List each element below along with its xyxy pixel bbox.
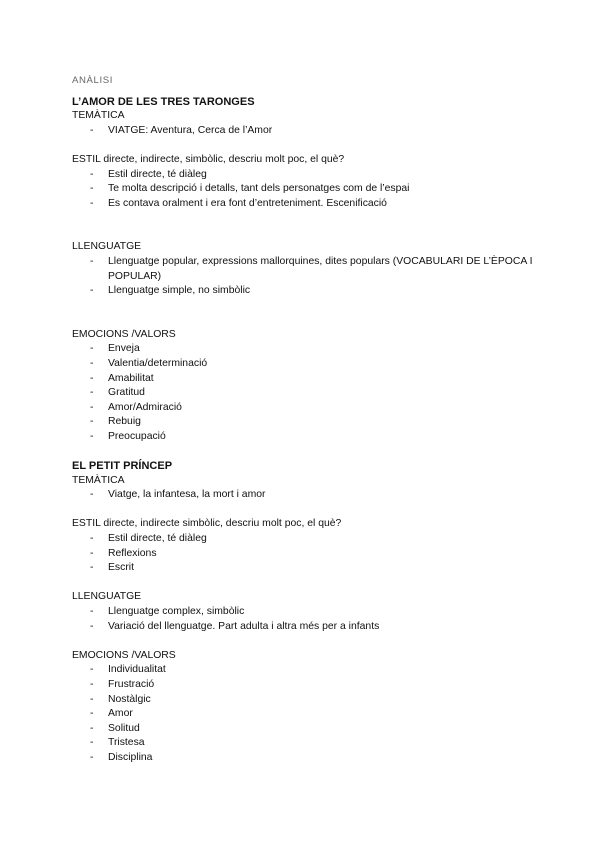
- emocions-heading: EMOCIONS /VALORS: [72, 328, 176, 340]
- list-item: - Variació del llenguatge. Part adulta i altra més per a infants: [72, 620, 542, 635]
- list-item: - Individualitat: [72, 663, 542, 678]
- book-section: [72, 459, 542, 765]
- emocions-list: [72, 342, 542, 444]
- estil-heading: ESTIL directe, indirecte simbòlic, descriu molt poc, el què?: [72, 518, 342, 530]
- llenguatge-list: [72, 255, 542, 299]
- llenguatge-list: [72, 605, 542, 634]
- dash-bullet: -: [90, 168, 94, 180]
- book-title: L’AMOR DE LES TRES TARONGES: [72, 95, 255, 108]
- section-kicker: ANÀLISI: [72, 75, 113, 86]
- dash-bullet: -: [90, 183, 94, 195]
- list-item: - Llenguatge popular, expressions mallorquines, dites populars (VOCABULARI DE L’ÈPOCA I POPULAR): [90, 255, 533, 282]
- list-item: - Amabilitat: [72, 372, 542, 387]
- dash-bullet: -: [90, 401, 94, 413]
- dash-bullet: -: [90, 664, 94, 676]
- list-item: - Estil directe, té diàleg: [72, 532, 542, 547]
- dash-bullet: -: [90, 343, 94, 355]
- list-item: - Solitud: [72, 722, 542, 737]
- list-item: - Preocupació: [72, 430, 542, 445]
- book-section: [72, 95, 542, 445]
- dash-bullet: -: [90, 620, 94, 632]
- dash-bullet: -: [90, 416, 94, 428]
- llenguatge-heading: LLENGUATGE: [72, 241, 142, 253]
- dash-bullet: -: [90, 387, 94, 399]
- dash-bullet: -: [90, 357, 94, 369]
- list-item: - Gratitud: [72, 386, 542, 401]
- dash-bullet: -: [90, 197, 94, 209]
- list-item: - Disciplina: [72, 751, 542, 766]
- dash-bullet: -: [90, 430, 94, 442]
- tematica-heading: TEMÀTICA: [72, 110, 125, 122]
- estil-list: [72, 168, 542, 212]
- list-item: - Llenguatge simple, no simbòlic: [72, 284, 542, 299]
- emocions-list: [72, 663, 542, 765]
- dash-bullet: -: [90, 255, 94, 267]
- list-item: - Amor: [72, 707, 542, 722]
- list-item: - Rebuig: [72, 415, 542, 430]
- dash-bullet: -: [90, 489, 94, 501]
- llenguatge-heading: LLENGUATGE: [72, 591, 142, 603]
- list-item: - Nostàlgic: [72, 693, 542, 708]
- tematica-heading: TEMÀTICA: [72, 474, 125, 486]
- list-item: - Es contava oralment i era font d’entreteniment. Escenificació: [72, 197, 542, 212]
- dash-bullet: -: [90, 124, 94, 136]
- list-item: - Tristesa: [72, 736, 542, 751]
- dash-bullet: -: [90, 751, 94, 763]
- list-item: - Valentia/determinació: [72, 357, 542, 372]
- dash-bullet: -: [90, 547, 94, 559]
- dash-bullet: -: [90, 285, 94, 297]
- document-body: [72, 74, 542, 766]
- dash-bullet: -: [90, 533, 94, 545]
- list-item: - Te molta descripció i detalls, tant dels personatges com de l’espai: [72, 182, 542, 197]
- dash-bullet: -: [90, 737, 94, 749]
- dash-bullet: -: [90, 722, 94, 734]
- list-item: - Amor/Admiració: [72, 401, 542, 416]
- tematica-list: [72, 124, 542, 139]
- dash-bullet: -: [90, 606, 94, 617]
- list-item: - Frustració: [72, 678, 542, 693]
- list-item: - Escrit: [72, 561, 542, 576]
- list-item: - Enveja: [72, 342, 542, 357]
- dash-bullet: -: [90, 678, 94, 690]
- list-item: - Viatge, la infantesa, la mort i amor: [72, 488, 542, 503]
- estil-list: [72, 532, 542, 576]
- list-item: - Reflexions: [72, 547, 542, 562]
- dash-bullet: -: [90, 708, 94, 720]
- list-item: - Estil directe, té diàleg: [72, 168, 542, 183]
- emocions-heading: EMOCIONS /VALORS: [72, 649, 176, 661]
- dash-bullet: -: [90, 693, 94, 705]
- dash-bullet: -: [90, 562, 94, 574]
- tematica-list: [72, 488, 542, 503]
- book-title: EL PETIT PRÍNCEP: [72, 460, 173, 473]
- list-item: - Llenguatge complex, simbòlic: [72, 605, 542, 620]
- dash-bullet: -: [90, 372, 94, 384]
- list-item: - VIATGE: Aventura, Cerca de l’Amor: [72, 124, 542, 139]
- estil-heading: ESTIL directe, indirecte, simbòlic, descriu molt poc, el què?: [72, 153, 345, 165]
